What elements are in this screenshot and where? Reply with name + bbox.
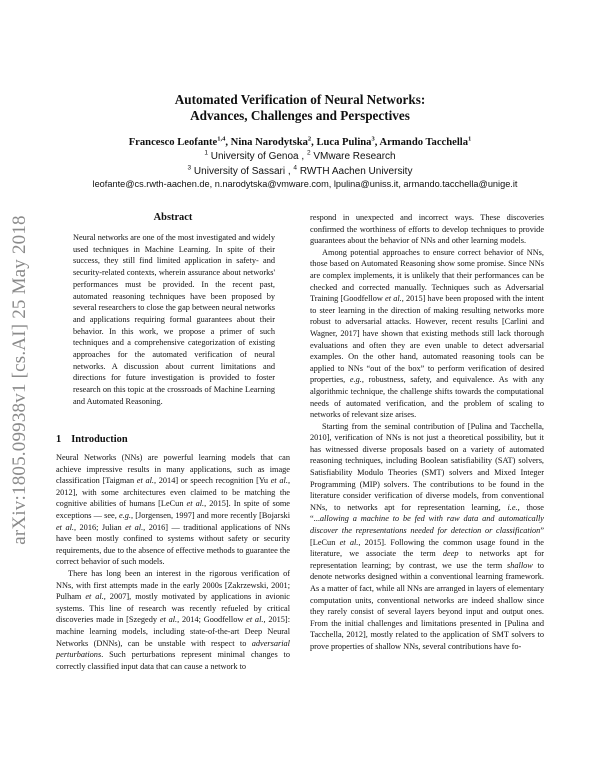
author-affiliation-mark: 1,4 — [217, 135, 226, 143]
arxiv-identifier-stamp — [0, 160, 40, 600]
abstract-body — [73, 232, 275, 408]
section-heading-introduction — [56, 434, 290, 445]
affiliation-name: VMware Research — [310, 151, 396, 162]
author-affiliation-mark: 1 — [468, 135, 472, 143]
intro-paragraph-1: Neural Networks (NNs) are powerful learning models that can achieve impressive results in many applications, such as image classification [Taigman et al., 2014] or speech recognition [Yu et al., 2012], with some architectures even claimed to be matching the cognitive abilities of humans [LeCun et al., 2015]. In spite of some exceptions — see, e.g., [Jorgensen, 1997] and more recently [Bojarski et al., 2016; Julian et al., 2016] — traditional applications of NNs have been mostly confined to systems without safety or security requirements, due to the absence of effective methods to guarantee the correct behavior of such models. — [56, 453, 291, 567]
italic-run: et al. — [159, 615, 178, 625]
paper-title — [60, 92, 540, 124]
section-title: Introduction — [71, 434, 128, 445]
abstract-text: Neural networks are one of the most investigated and widely used techniques in Machine Learning. In spite of their success, they still find limited application in safety- and security-related contexts, wherein assurance about networks' performances must be provided. In the recent past, automated reasoning techniques have been proposed by several researchers to close the gap between neural networks and applications requiring formal guarantees about their behavior. In this work, we propose a primer of such techniques and a comprehensive categorization of existing approaches for the automated verification of neural networks. A discussion about current limitations and directions for future investigation is provided to foster research on this topic at the crossroads of Machine Learning and Automated Reasoning. — [73, 233, 275, 406]
title-line-1: Automated Verification of Neural Networks: — [174, 92, 426, 107]
title-line-2: Advances, Challenges and Perspectives — [190, 108, 410, 123]
author-affiliation-mark: 2 — [307, 135, 312, 143]
affiliation-mark: 1 — [204, 149, 208, 157]
italic-run: i.e. — [507, 502, 518, 512]
italic-run: allowing a machine to be fed with raw data and automatically discover the representations needed for detection or classification — [310, 514, 544, 536]
affiliation-name: University of Genoa — [208, 151, 299, 162]
italic-run: et al. — [136, 476, 154, 486]
intro-paragraph-2: There has long been an interest in the rigorous verification of NNs, with first attempts made in the early 2000s [Zakrzewski, 2001; Pulham et al., 2007], mostly motivated by applications in avionic systems. This line of research was recently refueled by critical discoveries made in [Szegedy et al., 2014; Goodfellow et al., 2015]: machine learning models, including state-of-the-art Deep Neural Networks (DNNs), can be unstable with respect to adversarial perturbations. Such perturbations represent minimal changes to correctly classified input data that can cause a network to — [56, 568, 291, 671]
affiliation-line-2: $^3$ University of Sassari , $^4$ RWTH Aachen University — [187, 164, 413, 177]
right-paragraph-2: Among potential approaches to ensure correct behavior of NNs, those based on Automated Reasoning show some promise. Since NNs are complex implements, it is unlikely that their performances can be checked and corrected manually. Techniques such as Adversarial Training [Goodfellow et al., 2015] have been proposed with the intent to steer learning in the direction of making resulting networks more robust to adversarial attacks. However, recent results [Carlini and Wagner, 2017] have shown that existing methods still lack thorough evaluations and often they are even unable to detect adversarial examples. On the other hand, automated reasoning tools can be applied to NNs “out of the box” to perform verification of desired properties, e.g., robustness, safety, and equivalence. As with any algorithmic technique, the challenge shifts towards the computational needs of automated verification, and the problem of scaling to networks of relevant size arises. — [310, 247, 544, 420]
italic-run: et al. — [339, 537, 359, 547]
affiliation-name: RWTH Aachen University — [297, 166, 413, 177]
arxiv-identifier-text: arXiv:1805.09938v1 [cs.AI] 25 May 2018 — [9, 215, 30, 545]
author-list: Francesco Leofante$^{1,4}$, Nina Narodytska$^2$, Luca Pulina$^3$, Armando Tacchella$^1$ — [128, 135, 472, 148]
affiliation-mark: 3 — [187, 164, 192, 172]
right-column-body — [310, 212, 544, 653]
author-name: Nina Narodytska — [230, 137, 308, 148]
italic-run: deep — [442, 549, 459, 559]
right-paragraph-1: respond in unexpected and incorrect ways. These discoveries confirmed the worthiness of efforts to develop techniques to provide guarantees about the behavior of NNs and other learning models. — [310, 213, 544, 246]
author-affiliation-mark: 3 — [371, 135, 375, 143]
abstract-heading: Abstract — [153, 212, 193, 223]
left-column-body — [56, 452, 290, 672]
italic-run: et al. — [270, 476, 288, 486]
author-name: Luca Pulina — [316, 137, 372, 148]
right-paragraph-3: Starting from the seminal contribution of [Pulina and Tacchella, 2010], verification of NNs is not just a theoretical possibility, but it has witnessed diverse proposals based on a variety of automated reasoning techniques, including Boolean satisfiability (SAT) solvers, Satisfiability Modulo Theories (SMT) solvers and Mixed Integer Programming (MIP) solvers. The contributions to be found in the literature consider verification of diverse models, from conventional NNs, to networks apt for representation learning, i.e., those “...allowing a machine to be fed with raw data and automatically discover the representations needed for detection or classification” [LeCun et al., 2015]. Following the common usage found in the literature, we associate the term deep to networks apt for representation learning; by contrast, we use the term shallow to denote networks designed within a conventional learning framework. As a matter of fact, while all NNs are arranged in layers of elementary computation units, conventional networks are indeed shallow since they rarely consist of several layers beyond input and output ones. From the initial challenges and limitations presented in [Pulina and Tacchella, 2012], mostly related to the application of SMT solvers to prove properties of shallow NNs, several contributions have fo- — [310, 421, 544, 651]
italic-run: et al. — [85, 592, 104, 602]
italic-run: e.g. — [349, 375, 362, 385]
author-name: Francesco Leofante — [128, 137, 218, 148]
italic-run: et al. — [56, 522, 74, 532]
italic-run: adversarial perturbations — [56, 638, 290, 660]
italic-run: shallow — [506, 560, 533, 570]
section-number: 1 — [56, 434, 62, 445]
affiliation-line-1: $^1$ University of Genoa , $^2$ VMware Research — [204, 149, 396, 162]
italic-run: et al. — [385, 294, 402, 304]
affiliation-mark: 4 — [293, 164, 298, 172]
italic-run: et al. — [186, 499, 205, 509]
italic-run: et al. — [125, 522, 144, 532]
author-name: Armando Tacchella — [379, 137, 469, 148]
affiliation-mark: 2 — [306, 149, 311, 157]
author-emails: leofante@cs.rwth-aachen.de, n.narodytska@vmware.com, lpulina@uniss.it, armando.tacchella@unige.it — [92, 179, 518, 189]
affiliations — [60, 149, 540, 179]
italic-run: et al. — [246, 615, 264, 625]
italic-run: e.g. — [119, 510, 131, 520]
affiliation-name: University of Sassari — [191, 166, 286, 177]
